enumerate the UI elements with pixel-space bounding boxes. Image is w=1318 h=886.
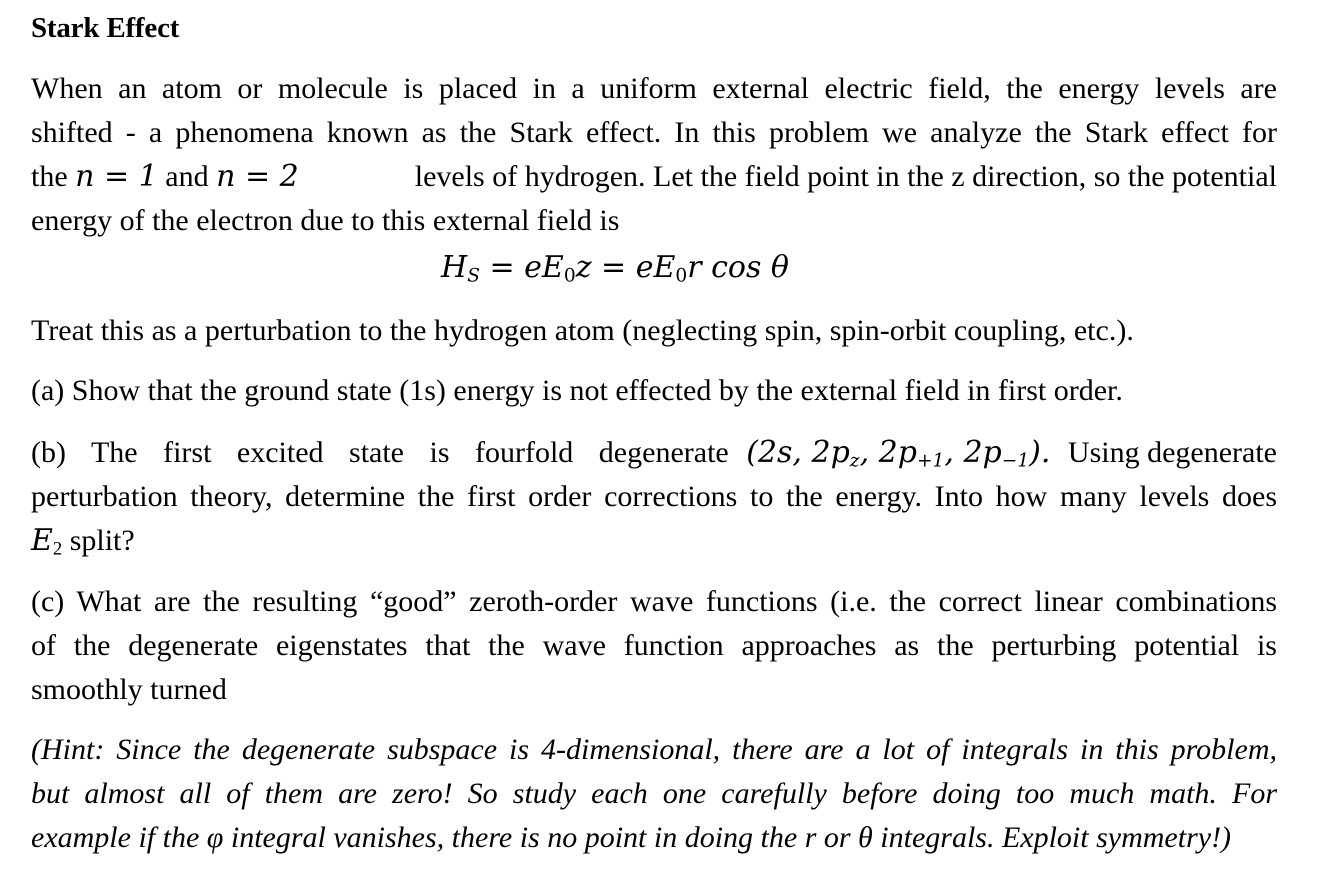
page-title: Stark Effect <box>31 12 180 44</box>
intro-line-1: When an atom or molecule is placed in a uniform external electric field, the energy levels are <box>31 72 1277 105</box>
math-e: E <box>31 523 53 558</box>
hint-paragraph <box>31 728 1277 860</box>
part-a-paragraph <box>31 369 1277 413</box>
degenerate-states-list <box>746 431 1050 475</box>
part-b-split: split? <box>69 524 135 557</box>
part-b-paragraph <box>31 431 1277 563</box>
treat-paragraph <box>31 309 1277 353</box>
part-b-line-3 <box>31 519 1277 563</box>
intro-line-2: shifted - a phenomena known as the Stark effect. In this problem we analyze the Stark effect for <box>31 116 1277 149</box>
intro-line-3 <box>31 155 1277 199</box>
part-c-line-2: of the degenerate eigenstates that the wave function approaches as the perturbing potential is <box>31 629 1277 662</box>
eq-rhs: r cos θ <box>687 250 789 285</box>
intro-text-levels: levels of hydrogen. Let the field point in the z direction, so the potential <box>414 160 1277 193</box>
state-close: ). <box>1029 435 1051 470</box>
intro-paragraph <box>31 67 1277 243</box>
part-b-line-1 <box>31 431 1277 475</box>
hint-line-1: (Hint: Since the degenerate subspace is 4-dimensional, there are a lot of integrals in this problem, <box>31 733 1277 766</box>
hint-line-2: but almost all of them are zero! So study each one carefully before doing too much math. For <box>31 777 1277 810</box>
part-c-line-3: smoothly turned <box>31 673 227 706</box>
stark-hamiltonian-equation <box>0 246 1230 290</box>
intro-text-the: the <box>31 160 68 193</box>
math-n-equals-2: n = 2 <box>216 159 299 194</box>
eq-subscript-0a: 0 <box>563 265 576 287</box>
eq-part-1: = eE <box>479 250 564 285</box>
state-2p-c: , 2p <box>944 435 1002 470</box>
intro-line-4: energy of the electron due to this external field is <box>31 204 620 237</box>
part-b-text-start: (b) The first excited state is fourfold degenerate <box>31 436 729 469</box>
math-e-subscript: 2 <box>52 538 63 560</box>
state-2p-b: , 2p <box>859 435 917 470</box>
part-c-paragraph <box>31 580 1277 712</box>
eq-subscript-0b: 0 <box>675 265 688 287</box>
treat-text: Treat this as a perturbation to the hydrogen atom (neglecting spin, spin-orbit coupling, etc.). <box>31 314 1134 347</box>
hint-line-3: example if the φ integral vanishes, there is no point in doing the r or θ integrals. Exploit symmetry!) <box>31 821 1232 854</box>
part-b-line-2: perturbation theory, determine the first order corrections to the energy. Into how many levels does <box>31 480 1277 513</box>
intro-line-3-start <box>31 155 299 199</box>
sub-plus-1: +1 <box>916 450 945 472</box>
part-b-text-end: Using degenerate <box>1067 436 1277 469</box>
intro-text-and: and <box>165 160 209 193</box>
part-c-line-1: (c) What are the resulting “good” zeroth-order wave functions (i.e. the correct linear combinations <box>31 585 1277 618</box>
math-n-equals-1: n = 1 <box>75 159 158 194</box>
eq-part-2: z = eE <box>575 250 676 285</box>
sub-minus-1: −1 <box>1001 450 1030 472</box>
part-a-text: (a) Show that the ground state (1s) energy is not effected by the external field in first order. <box>31 374 1123 407</box>
state-2s-2p: (2s, 2p <box>746 435 850 470</box>
eq-h: H <box>441 250 468 285</box>
sub-z: z <box>849 450 860 472</box>
eq-h-subscript: S <box>467 265 480 287</box>
